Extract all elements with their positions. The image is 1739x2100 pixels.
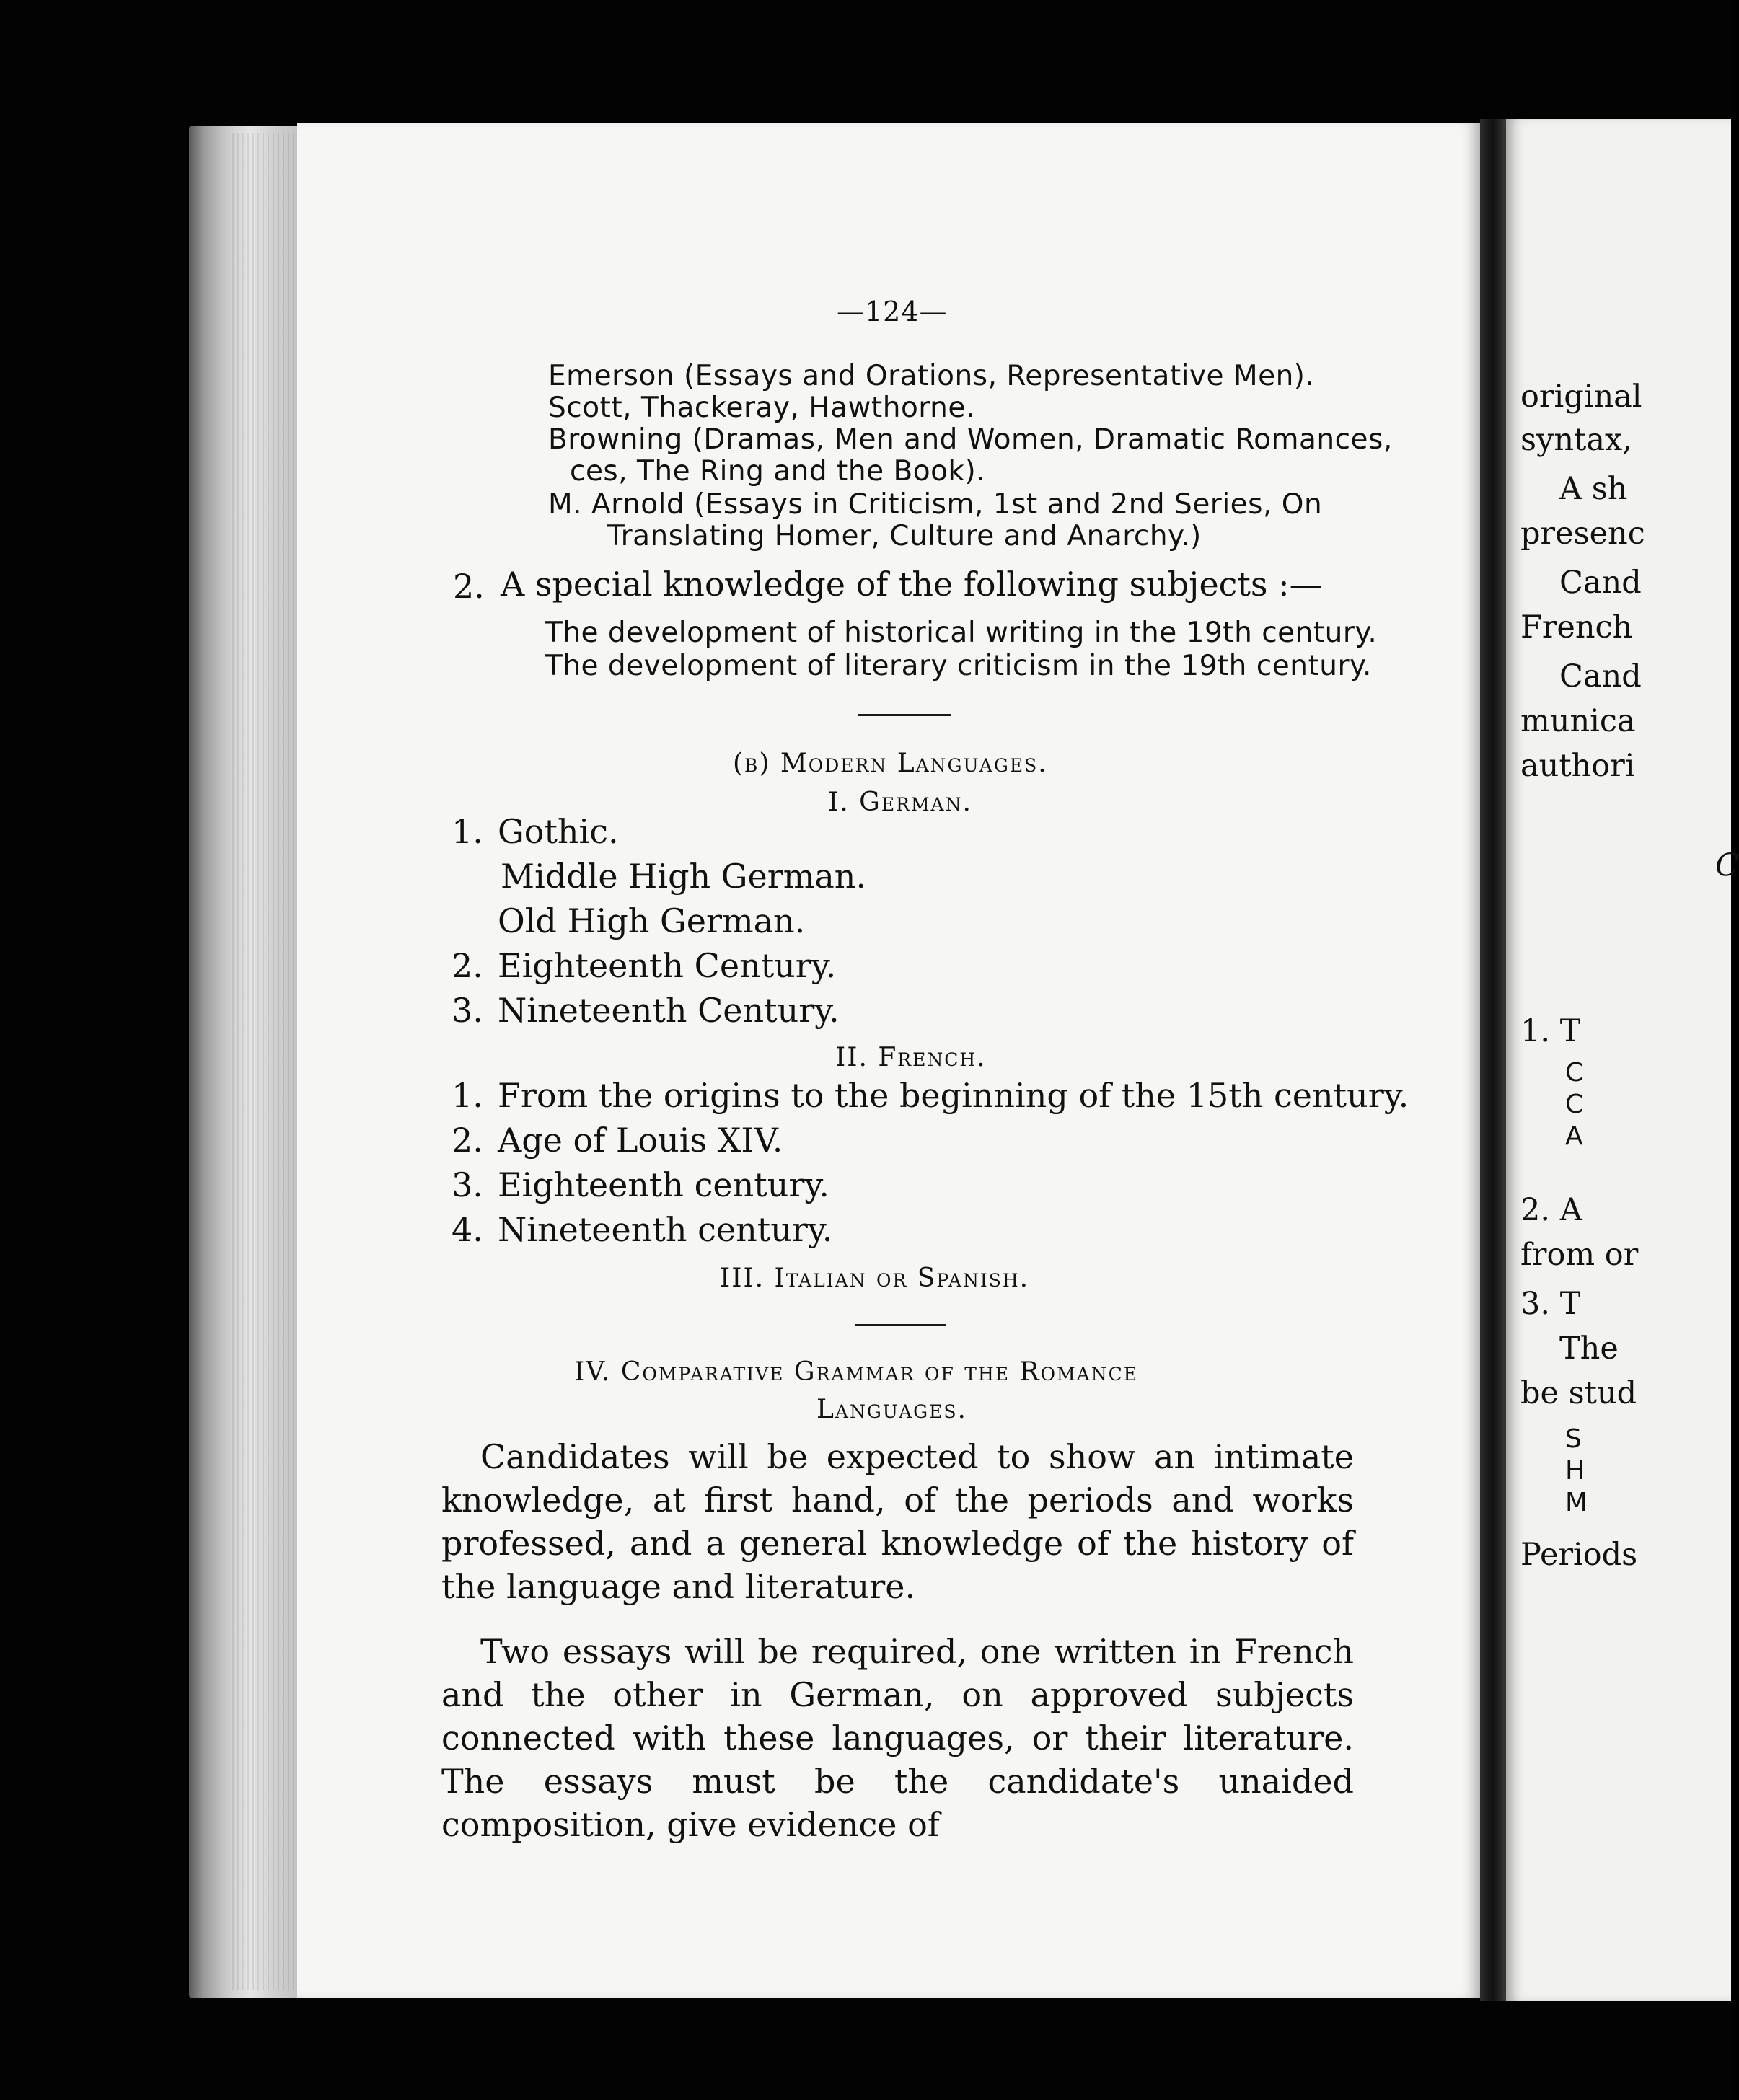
german-period: Eighteenth Century. — [498, 946, 837, 985]
right-fragment: be stud — [1520, 1375, 1637, 1411]
right-fragment: A sh — [1559, 471, 1628, 507]
list-number: 2. — [452, 1121, 483, 1160]
author-line: Emerson (Essays and Orations, Representative Men). — [548, 360, 1315, 392]
right-fragment: C — [1715, 847, 1739, 883]
section-divider — [858, 714, 951, 716]
section-divider — [855, 1324, 946, 1326]
right-fragment: munica — [1520, 703, 1636, 739]
right-fragment: C — [1565, 1090, 1584, 1119]
right-fragment: Periods — [1520, 1537, 1638, 1573]
author-line: ces, The Ring and the Book). — [570, 455, 986, 488]
right-fragment: H — [1565, 1456, 1585, 1486]
french-period: Eighteenth century. — [498, 1165, 829, 1204]
right-page — [1506, 119, 1739, 2001]
special-knowledge-heading: A special knowledge of the following subjects :— — [501, 565, 1323, 604]
right-fragment: 2. A — [1520, 1192, 1582, 1228]
list-number: 2. — [452, 946, 483, 985]
right-fragment: The — [1559, 1331, 1619, 1367]
special-knowledge-item: The development of literary criticism in the 19th century. — [545, 650, 1372, 682]
right-fragment: C — [1565, 1058, 1584, 1088]
right-fragment: 3. T — [1520, 1286, 1581, 1322]
german-heading: I. German. — [828, 788, 972, 817]
list-number: 1. — [452, 1076, 483, 1115]
book-page-edges — [189, 126, 312, 1998]
comparative-grammar-heading: IV. Comparative Grammar of the Romance — [574, 1357, 1138, 1387]
author-line: M. Arnold (Essays in Criticism, 1st and 2nd Series, On — [548, 488, 1323, 521]
paragraph-knowledge: Candidates will be expected to show an intimate knowledge, at first hand, of the periods and works professed, and a general knowledge of the history of the language and literature. — [441, 1437, 1354, 1606]
french-period: Age of Louis XIV. — [498, 1121, 783, 1160]
french-heading: II. French. — [835, 1043, 987, 1072]
italian-spanish-heading: III. Italian or Spanish. — [720, 1263, 1030, 1293]
author-line: Browning (Dramas, Men and Women, Dramatic Romances, — [548, 423, 1393, 456]
right-fragment: S — [1565, 1424, 1582, 1454]
right-fragment: original — [1520, 379, 1642, 415]
comparative-grammar-heading-cont: Languages. — [816, 1395, 967, 1424]
right-fragment: Cand — [1559, 565, 1642, 601]
special-knowledge-number: 2. — [453, 567, 485, 606]
right-fragment: authori — [1520, 748, 1635, 784]
book-gutter — [1480, 119, 1506, 2001]
author-line: Scott, Thackeray, Hawthorne. — [548, 392, 975, 424]
list-number: 3. — [452, 991, 483, 1030]
right-fragment: presenc — [1520, 516, 1645, 552]
german-period: Gothic. — [498, 812, 619, 851]
right-fragment: from or — [1520, 1237, 1639, 1273]
list-number: 1. — [452, 812, 483, 851]
special-knowledge-item: The development of historical writing in the 19th century. — [545, 617, 1378, 649]
right-fragment: Cand — [1559, 658, 1642, 694]
list-number: 3. — [452, 1165, 483, 1204]
french-period: Nineteenth century. — [498, 1210, 833, 1249]
right-fragment: French — [1520, 609, 1633, 645]
french-period: From the origins to the beginning of the 15th century. — [498, 1076, 1409, 1115]
author-line: Translating Homer, Culture and Anarchy.) — [607, 520, 1202, 552]
right-fragment: syntax, — [1520, 422, 1632, 458]
modern-languages-heading: (b) Modern Languages. — [733, 749, 1048, 778]
page-number: —124— — [837, 296, 948, 327]
german-period: Nineteenth Century. — [498, 991, 840, 1030]
german-period: Middle High German. — [501, 857, 867, 896]
list-number: 4. — [452, 1210, 483, 1249]
right-fragment: A — [1565, 1121, 1583, 1151]
paragraph-essays: Two essays will be required, one written in French and the other in German, on approved subjects connected with these languages, or their literature. The essays must be the candidate's unaided composition, give evidence of — [441, 1632, 1354, 1844]
german-period: Old High German. — [498, 901, 806, 940]
right-fragment: M — [1565, 1488, 1588, 1517]
right-fragment: 1. T — [1520, 1013, 1581, 1049]
